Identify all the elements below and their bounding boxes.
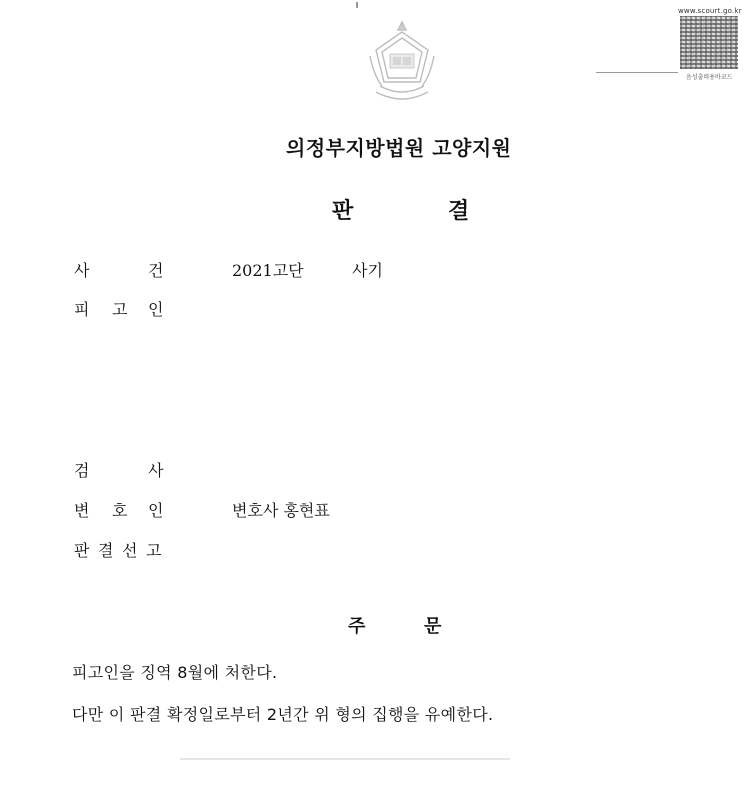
order-title-left: 주 <box>348 616 366 637</box>
qr-caption: 음성출력용바코드 <box>686 74 733 81</box>
document-title-left: 판 <box>332 199 354 224</box>
field-label-char: 사 <box>148 461 164 480</box>
order-line: 다만 이 판결 확정일로부터 2년간 위 형의 집행을 유예한다. <box>72 705 494 724</box>
counsel-name: 변호사 홍현표 <box>232 501 330 520</box>
page-divider <box>180 758 510 760</box>
field-label-char: 피 <box>74 300 90 319</box>
field-label-char: 고 <box>146 541 162 560</box>
barcode-divider <box>596 72 678 73</box>
field-label-char: 인 <box>148 300 164 319</box>
field-label-char: 고 <box>112 300 128 319</box>
scan-artifact <box>356 2 358 8</box>
order-line: 피고인을 징역 8월에 처한다. <box>72 663 278 682</box>
court-name: 의정부지방법원 고양지원 <box>286 136 512 160</box>
field-label-char: 건 <box>148 261 164 280</box>
field-label-char: 변 <box>74 501 90 520</box>
field-label-char: 호 <box>112 501 128 520</box>
field-label-char: 사 <box>74 261 90 280</box>
order-title-right: 문 <box>424 616 442 637</box>
field-label-char: 검 <box>74 461 90 480</box>
court-emblem-icon <box>366 20 438 108</box>
document-title-right: 결 <box>448 199 470 224</box>
field-label-char: 선 <box>122 541 138 560</box>
qr-code-icon <box>680 16 738 69</box>
field-label-char: 결 <box>98 541 114 560</box>
field-label-char: 인 <box>148 501 164 520</box>
case-name: 사기 <box>352 261 383 280</box>
case-number: 2021고단 <box>232 261 304 280</box>
field-label-char: 판 <box>74 541 90 560</box>
qr-url: www.scourt.go.kr <box>678 7 742 15</box>
